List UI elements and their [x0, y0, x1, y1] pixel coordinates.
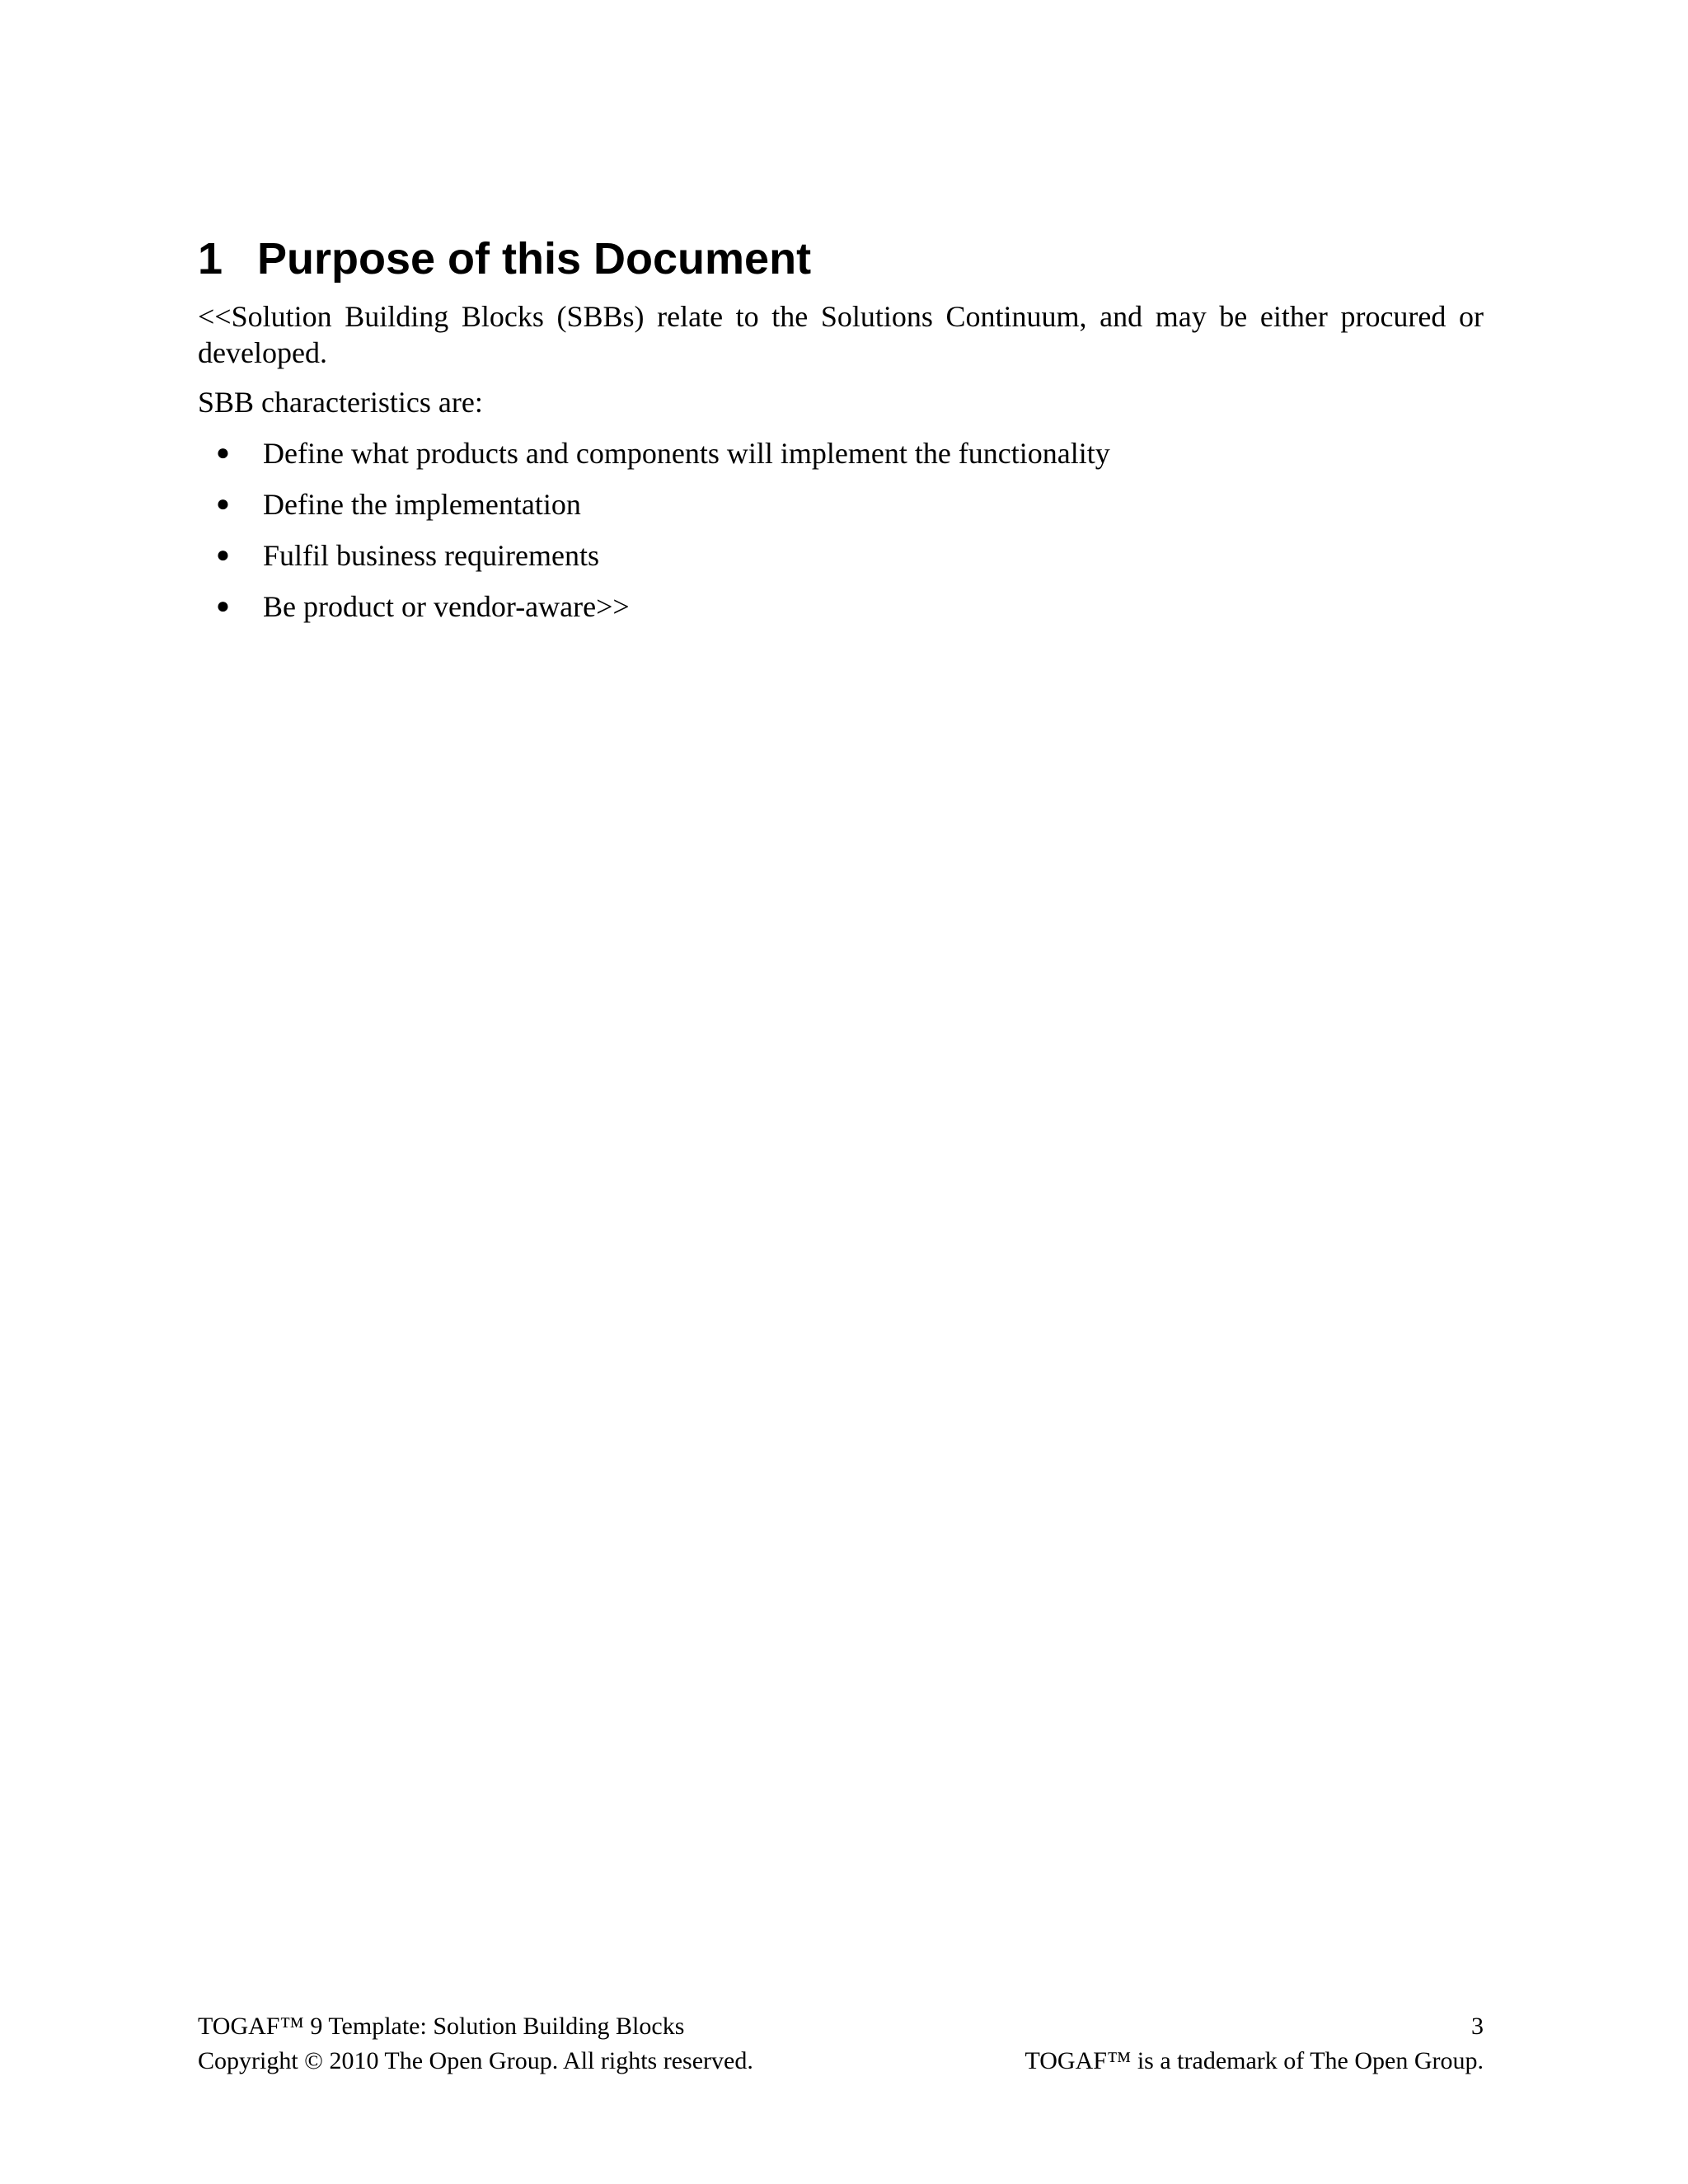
bullet-icon: ● [216, 593, 230, 619]
characteristics-lead: SBB characteristics are: [198, 386, 483, 419]
list-item-text: Be product or vendor-aware>> [263, 590, 630, 623]
bullet-icon: ● [216, 542, 230, 568]
list-item-text: Define the implementation [263, 488, 581, 521]
footer-trademark: TOGAF™ is a trademark of The Open Group. [1025, 2047, 1484, 2074]
list-item-text: Fulfil business requirements [263, 539, 599, 572]
bullet-icon: ● [216, 491, 230, 517]
section-title: Purpose of this Document [257, 234, 812, 284]
footer-row-bottom [198, 2044, 1484, 2079]
list-item [198, 588, 1484, 640]
page-number: 3 [1471, 2013, 1484, 2040]
list-item [198, 486, 1484, 537]
page-footer [198, 2009, 1484, 2079]
intro-paragraph: <<Solution Building Blocks (SBBs) relate to the Solutions Continuum, and may be either procured or developed. [198, 300, 1484, 369]
bullet-icon: ● [216, 440, 230, 466]
list-item-text: Define what products and components will implement the functionality [263, 437, 1110, 470]
section-heading [198, 232, 1484, 290]
footer-template-title: TOGAF™ 9 Template: Solution Building Blocks [198, 2013, 685, 2040]
footer-copyright: Copyright © 2010 The Open Group. All rights reserved. [198, 2047, 753, 2074]
section-number: 1 [198, 234, 223, 284]
footer-row-top [198, 2009, 1484, 2044]
list-item [198, 435, 1484, 486]
list-item [198, 537, 1484, 588]
characteristics-list [198, 435, 1484, 640]
